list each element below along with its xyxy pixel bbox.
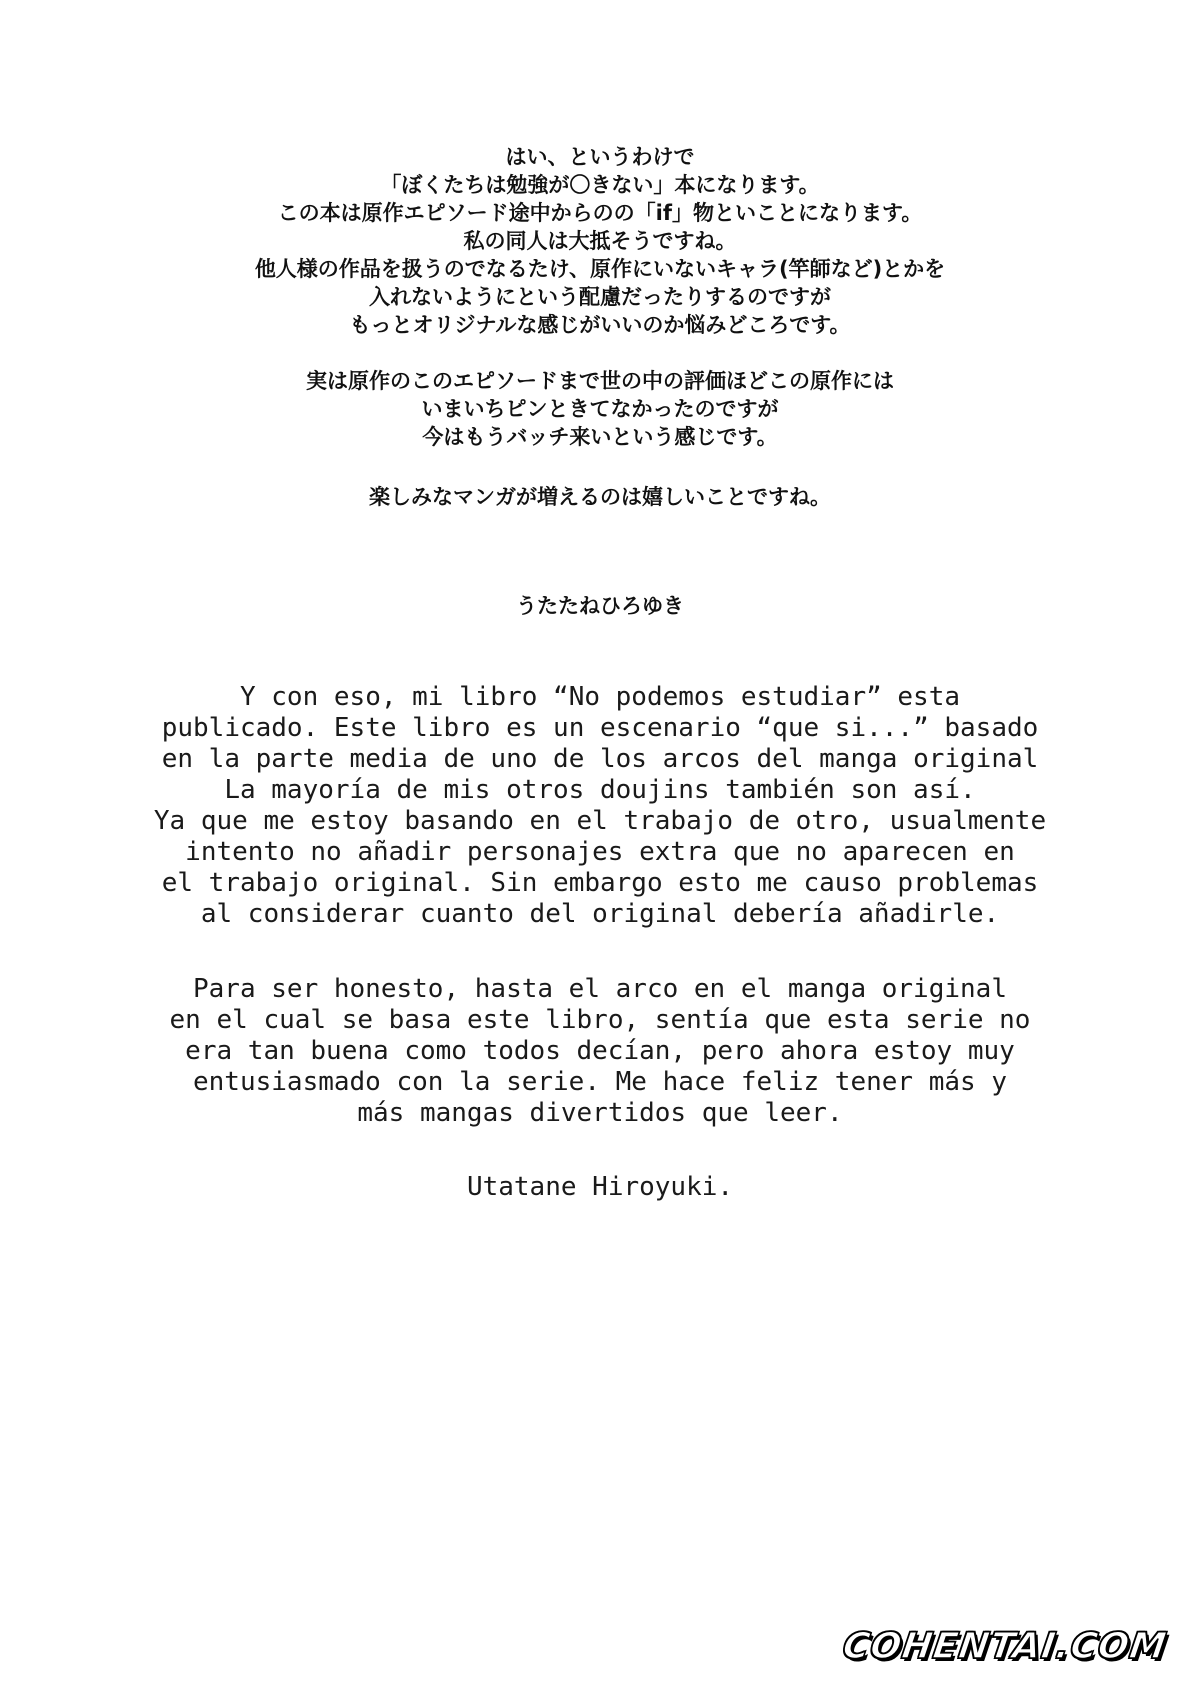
spanish-line: publicado. Este libro es un escenario “que si...” basado [161, 713, 1039, 743]
spanish-paragraph-1 [0, 682, 1200, 930]
japanese-line: 入れないようにという配慮だったりするのですが [369, 285, 831, 309]
spanish-line: el trabajo original. Sin embargo esto me causo problemas [161, 868, 1039, 898]
japanese-signature [0, 592, 1200, 620]
spanish-line: Y con eso, mi libro “No podemos estudiar” esta [239, 682, 961, 712]
spanish-line: más mangas divertidos que leer. [357, 1098, 843, 1128]
japanese-paragraph-3 [0, 483, 1200, 511]
spanish-line: entusiasmado con la serie. Me hace feliz tener más y [193, 1067, 1007, 1097]
spanish-signature [0, 1172, 1200, 1203]
spanish-line: en el cual se basa este libro, sentía que esta serie no [169, 1005, 1031, 1035]
japanese-line: 他人様の作品を扱うのでなるたけ、原作にいないキャラ(竿師など)とかを [254, 257, 946, 281]
japanese-line: 「ぼくたちは勉強が〇きない」本になります。 [380, 173, 820, 197]
spanish-line: intento no añadir personajes extra que no aparecen en [185, 837, 1015, 867]
japanese-line: この本は原作エピソード途中からのの「if」物といことになります。 [277, 201, 923, 225]
japanese-paragraph-2 [0, 367, 1200, 451]
spanish-line: en la parte media de uno de los arcos del manga original [161, 744, 1039, 774]
spanish-paragraph-2 [0, 974, 1200, 1129]
japanese-line: 私の同人は大抵そうですね。 [463, 229, 737, 253]
spanish-line: al considerar cuanto del original debería añadirle. [200, 899, 1000, 929]
spanish-line: La mayoría de mis otros doujins también son así. [224, 775, 976, 805]
spanish-line: era tan buena como todos decían, pero ahora estoy muy [185, 1036, 1015, 1066]
japanese-line: もっとオリジナルな感じがいいのか悩みどころです。 [349, 313, 851, 337]
japanese-line: はい、というわけで [505, 145, 695, 169]
japanese-line: 今はもうバッチ来いという感じです。 [422, 425, 778, 449]
japanese-signature-text: うたたねひろゆき [516, 594, 684, 618]
japanese-line: 実は原作のこのエピソードまで世の中の評価ほどこの原作には [306, 369, 894, 393]
spanish-signature-text: Utatane Hiroyuki. [466, 1172, 734, 1202]
japanese-paragraph-1 [0, 143, 1200, 339]
spanish-line: Para ser honesto, hasta el arco en el manga original [193, 974, 1007, 1004]
spanish-line: Ya que me estoy basando en el trabajo de otro, usualmente [153, 806, 1047, 836]
japanese-line: 楽しみなマンガが増えるのは嬉しいことですね。 [369, 485, 831, 509]
site-watermark: COHENTAI.COM [839, 1626, 1170, 1667]
japanese-line: いまいちピンときてなかったのですが [421, 397, 779, 421]
